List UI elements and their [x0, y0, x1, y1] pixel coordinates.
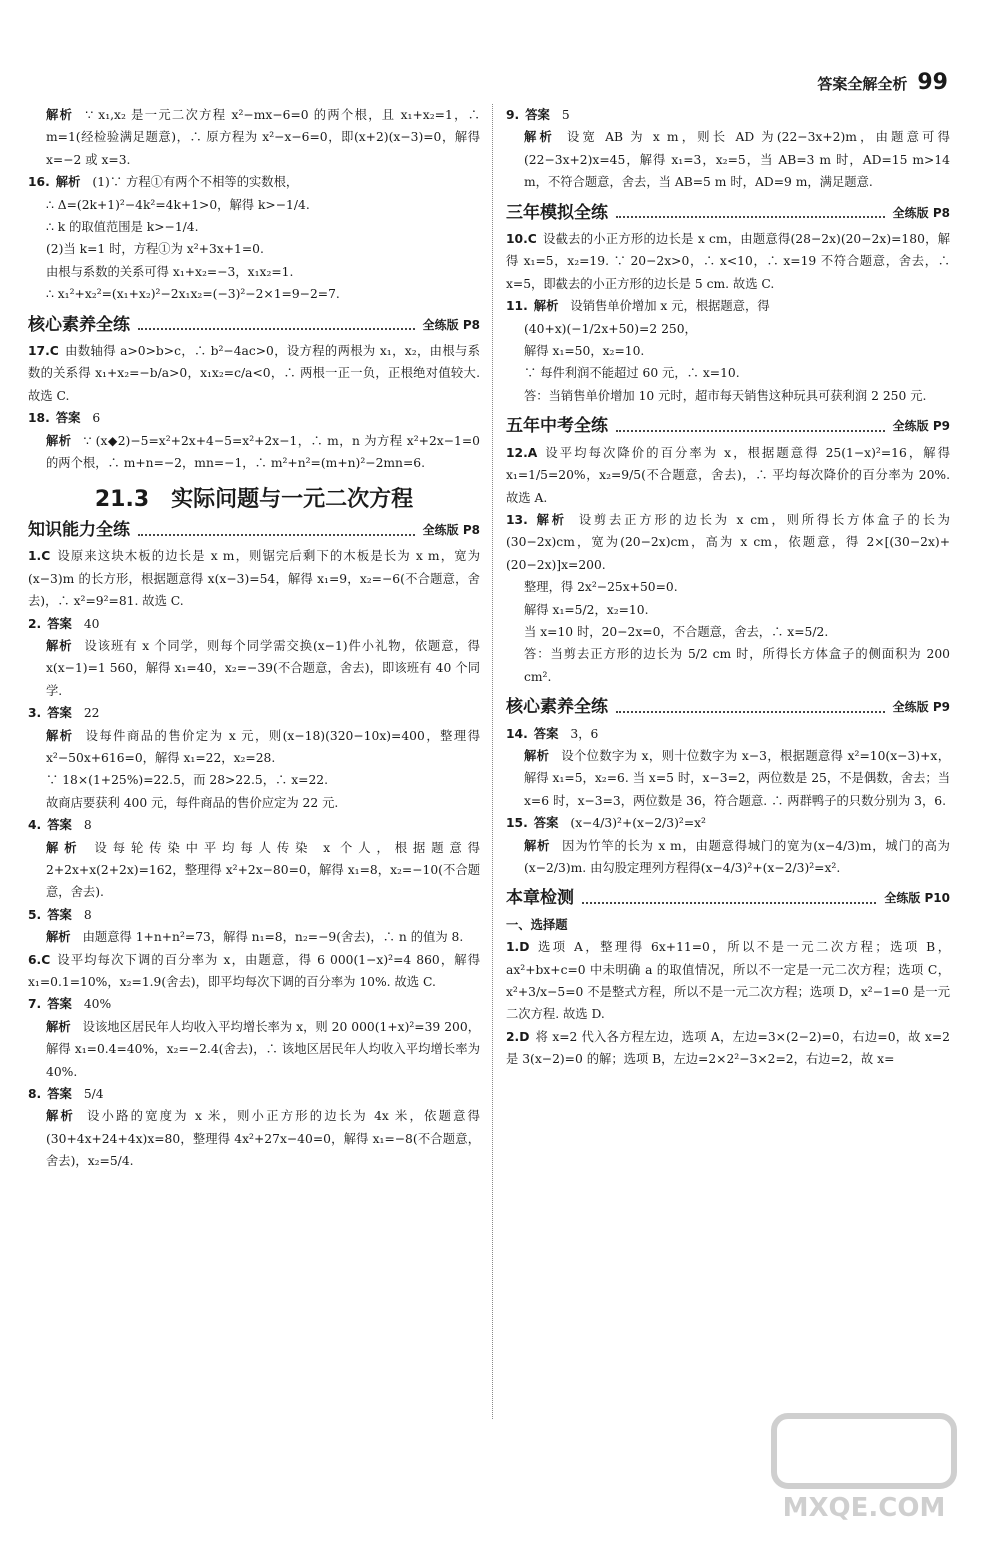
explanation-text: 设个位数字为 x，则十位数字为 x−3，根据题意得 x²=10(x−3)+x，解得 x₁=5，x₂=6. 当 x=5 时，x−3=2，两位数是 25，不是偶数，舍去；当 x=6 时，x−3=3，两位数是 36，符合题意. ∴ 两群鸭子的只数分别为 3，6. [524, 748, 950, 808]
column-divider [492, 104, 493, 1419]
answer-item [28, 993, 480, 1015]
explanation-line: ∴ x₁²+x₂²=(x₁+x₂)²−2x₁x₂=(−3)²−2×1=9−2=7. [46, 287, 340, 302]
explanation-text: 将 x=2 代入各方程左边，选项 A，左边=3×(2−2)=0，右边=0，故 x=2 是 3(x−2)=0 的解；选项 B，左边=2×2²−3×2=2，右边=2，故 x= [506, 1029, 950, 1067]
item-label: 答案 [55, 411, 81, 426]
answer-value: 5/4 [83, 1087, 104, 1102]
section-leader-dots [138, 525, 415, 536]
item-label: 解析 [46, 433, 72, 448]
answer-line [28, 340, 480, 407]
item-label: 答案 [533, 816, 559, 831]
question-number: 2. [28, 616, 42, 631]
answer-value: 6 [92, 411, 101, 426]
section-header [28, 519, 480, 541]
answer-line [28, 993, 480, 1015]
answer-value: 40 [83, 616, 100, 631]
answer-line [28, 814, 480, 836]
explanation-line: (2)当 k=1 时，方程①为 x²+3x+1=0. [46, 242, 264, 257]
explanation-text: 由数轴得 a>0>b>c，∴ b²−4ac>0，设方程的两根为 x₁，x₂，由根与系数的关系得 x₁+x₂=−b/a>0，x₁x₂=c/a<0，∴ 两根一正一负，正根绝对值较大. 故选 C. [28, 344, 480, 403]
answer-line [28, 545, 480, 612]
explanation-text: 选项 A，整理得 6x+11=0，所以不是一元二次方程；选项 B，ax²+bx+c=0 中未明确 a 的取值情况，所以不一定是一元二次方程；选项 C，x²+3/x−5=0 不是整式方程，所以不是一元二次方程；选项 D，x²−1=0 是一元二次方程. 故选 D. [506, 940, 950, 1022]
section-title: 核心素养全练 [28, 314, 130, 335]
left-column [28, 104, 480, 1173]
explanation-text: 设原来这块木板的边长是 x m，则锯完后剩下的木板是长为 x m，宽为(x−3)m 的长方形，根据题意得 x(x−3)=54，解得 x₁=9，x₂=−6(不合题意，舍去)，∴ x²=9²=81. 故选 C. [28, 549, 480, 609]
answer-line [506, 723, 950, 745]
question-number: 1.D [506, 940, 530, 955]
item-label: 解析 [533, 512, 567, 527]
answer-value: 8 [83, 818, 92, 833]
section-page-ref: 全练版 P8 [422, 317, 480, 332]
item-label: 解析 [46, 840, 83, 855]
question-number: 6.C [28, 952, 51, 967]
answer-line [28, 635, 480, 702]
explanation-line: 由根与系数的关系可得 x₁+x₂=−3，x₁x₂=1. [46, 264, 294, 279]
answer-item [506, 228, 950, 295]
section-leader-dots [616, 421, 885, 432]
item-label: 答案 [47, 997, 72, 1012]
section-title: 五年中考全练 [506, 416, 608, 437]
item-label: 答案 [47, 818, 72, 833]
section-title: 知识能力全练 [28, 519, 130, 540]
explanation-line: ∵ 每件利润不能超过 60 元，∴ x=10. [524, 366, 740, 381]
answer-item [506, 1026, 950, 1071]
answer-line [28, 926, 480, 948]
answer-line [506, 745, 950, 812]
explanation-text: 因为竹竿的长为 x m，由题意得城门的宽为(x−4/3)m，城门的高为(x−2/3)m. 由勾股定理列方程得(x−4/3)²+(x−2/3)²=x². [524, 838, 950, 875]
explanation-text: 设该地区居民年人均收入平均增长率为 x，则 20 000(1+x)²=39 200，解得 x₁=0.4=40%，x₂=−2.4(舍去)，∴ 该地区居民年人均收入平均增长率为 40%. [46, 1019, 480, 1079]
answer-item [28, 104, 480, 171]
section-page-ref: 全练版 P9 [892, 700, 950, 715]
answer-item [28, 702, 480, 724]
answer-item [506, 442, 950, 509]
answer-item [28, 635, 480, 702]
explanation-text: 设小路的宽度为 x 米，则小正方形的边长为 4x 米，依题意得(30+4x+24+4x)x=80，整理得 4x²+27x−40=0，解得 x₁=−8(不合题意，舍去)，x₂=5/4. [46, 1109, 480, 1169]
answer-line [28, 837, 480, 904]
explanation-text: 设平均每次下调的百分率为 x，由题意，得 6 000(1−x)²=4 860，解得 x₁=0.1=10%，x₂=1.9(舍去)，即平均每次下调的百分率为 10%. 故选 C. [28, 952, 480, 990]
answer-item [28, 1083, 480, 1105]
item-label: 解析 [55, 175, 81, 190]
question-number: 9. [506, 108, 520, 122]
section-page-ref: 全练版 P8 [422, 522, 480, 537]
page-number: 99 [917, 70, 948, 95]
section-leader-dots [138, 319, 415, 330]
answer-item [28, 725, 480, 815]
answer-value: 8 [83, 907, 92, 922]
answer-line [28, 949, 480, 994]
question-number: 18. [28, 411, 50, 426]
section-title: 核心素养全练 [506, 697, 608, 718]
item-label: 答案 [525, 108, 550, 122]
explanation-text: 设截去的小正方形的边长是 x cm，由题意得(28−2x)(20−2x)=180，解得 x₁=5，x₂=19. ∵ 20−2x>0，∴ x<10，∴ x=19 不符合题意，舍去，∴ x=5，即截去的小正方形的边长是 5 cm. 故选 C. [506, 232, 950, 291]
explanation-line: 整理，得 2x²−25x+50=0. [524, 580, 678, 595]
answer-line [506, 442, 950, 509]
explanation-line: 当 x=10 时，20−2x=0，不合题意，舍去，∴ x=5/2. [524, 624, 829, 639]
question-number: 17.C [28, 344, 59, 359]
answer-item [506, 126, 950, 193]
answer-item [28, 904, 480, 926]
item-label: 解析 [46, 108, 74, 122]
answer-item [28, 837, 480, 904]
answer-value: 5 [561, 108, 570, 122]
explanation-text: 设剪去正方形的边长为 x cm，则所得长方体盒子的长为(30−2x)cm，宽为(20−2x)cm，高为 x cm，依题意，得 2×[(30−2x)+(20−2x)]x=200. [506, 512, 950, 572]
question-number: 5. [28, 907, 42, 922]
explanation-line: 故商店要获利 400 元，每件商品的售价应定为 22 元. [46, 795, 339, 810]
question-number: 2.D [506, 1029, 530, 1044]
item-label: 解析 [46, 930, 71, 945]
answer-line [28, 1105, 480, 1172]
answer-item [506, 104, 950, 126]
answer-line [506, 126, 950, 193]
section-header [506, 696, 950, 718]
section-header [506, 202, 950, 224]
subsection-title: 一、选择题 [506, 917, 568, 932]
answer-item [28, 545, 480, 612]
question-number: 10.C [506, 232, 537, 247]
answer-item [506, 936, 950, 1026]
answer-line [506, 936, 950, 1026]
answer-line [506, 104, 950, 126]
question-number: 14. [506, 726, 528, 741]
answer-line [28, 407, 480, 429]
answer-line [506, 835, 950, 880]
section-page-ref: 全练版 P8 [892, 205, 950, 220]
answer-item [28, 814, 480, 836]
answer-line [506, 295, 950, 317]
explanation-line: 解得 x₁=5/2，x₂=10. [524, 602, 649, 617]
answer-item [28, 430, 480, 475]
explanation-text: ∵ (x◆2)−5=x²+2x+4−5=x²+2x−1，∴ m，n 为方程 x²+2x−1=0 的两个根，∴ m+n=−2，mn=−1，∴ m²+n²=(m+n)²−2mn=6. [46, 433, 480, 471]
item-label: 解析 [46, 638, 73, 653]
answer-item [28, 407, 480, 429]
explanation-line: 答：当剪去正方形的边长为 5/2 cm 时，所得长方体盒子的侧面积为 200 cm². [524, 647, 950, 684]
section-leader-dots [582, 893, 876, 904]
explanation-line: 答：当销售单价增加 10 元时，超市每天销售这种玩具可获利润 2 250 元. [524, 388, 927, 403]
item-label: 解析 [533, 299, 559, 314]
answer-line [28, 430, 480, 475]
answer-item [28, 613, 480, 635]
explanation-line: ∵ 18×(1+25%)=22.5，而 28>22.5，∴ x=22. [46, 773, 329, 788]
item-label: 解析 [46, 1109, 76, 1124]
item-label: 解析 [524, 748, 550, 763]
question-number: 12.A [506, 445, 538, 460]
answer-item [28, 340, 480, 407]
answer-line [28, 171, 480, 193]
section-title: 三年模拟全练 [506, 202, 608, 223]
answer-value: 3，6 [570, 726, 599, 741]
answer-line [28, 725, 480, 770]
item-label: 答案 [47, 706, 72, 721]
section-header [28, 314, 480, 336]
question-number: 1.C [28, 549, 51, 564]
answer-item [28, 1105, 480, 1172]
question-number: 3. [28, 706, 42, 721]
answer-line [506, 228, 950, 295]
question-number: 13. [506, 512, 528, 527]
watermark-text: MXQE.COM [782, 1493, 946, 1523]
section-leader-dots [616, 702, 885, 713]
answer-item [28, 949, 480, 994]
item-label: 答案 [47, 907, 72, 922]
answer-item [506, 835, 950, 880]
answer-line [28, 1083, 480, 1105]
section-title: 本章检测 [506, 888, 574, 909]
explanation-text: 由题意得 1+n+n²=73，解得 n₁=8，n₂=−9(舍去)，∴ n 的值为 8. [82, 930, 464, 945]
answer-value: (x−4/3)²+(x−2/3)²=x² [570, 816, 706, 831]
answer-value: 40% [83, 997, 112, 1012]
watermark-logo [764, 1406, 964, 1526]
section-leader-dots [616, 207, 885, 218]
answer-item [28, 1016, 480, 1083]
item-label: 答案 [47, 616, 72, 631]
answer-line [506, 509, 950, 576]
item-label: 解析 [46, 1019, 71, 1034]
explanation-text: (1)∵ 方程①有两个不相等的实数根， [92, 175, 299, 190]
answer-line [28, 613, 480, 635]
explanation-text: 设每轮传染中平均每人传染 x 个人，根据题意得 2+2x+x(2+2x)=162，整理得 x²+2x−80=0，解得 x₁=8，x₂=−10(不合题意，舍去). [46, 840, 480, 900]
answer-line [28, 104, 480, 171]
explanation-line: ∴ Δ=(2k+1)²−4k²=4k+1>0，解得 k>−1/4. [46, 197, 310, 212]
page-header [817, 70, 948, 95]
question-number: 4. [28, 818, 42, 833]
section-header [506, 415, 950, 437]
section-header [506, 887, 950, 909]
explanation-line: ∴ k 的取值范围是 k>−1/4. [46, 220, 199, 235]
item-label: 答案 [47, 1087, 72, 1102]
answer-item [506, 509, 950, 688]
answer-item [506, 745, 950, 812]
header-title: 答案全解全析 [817, 75, 908, 93]
explanation-line: 解得 x₁=50，x₂=10. [524, 344, 645, 359]
explanation-text: 设销售单价增加 x 元，根据题意，得 [570, 299, 770, 314]
question-number: 8. [28, 1087, 42, 1102]
right-column [506, 104, 950, 1071]
explanation-text: ∵ x₁,x₂ 是一元二次方程 x²−mx−6=0 的两个根，且 x₁+x₂=1，∴ m=1(经检验满足题意)，∴ 原方程为 x²−x−6=0，即(x+2)(x−3)=0，解得 x=−2 或 x=3. [46, 108, 480, 167]
answer-item [506, 723, 950, 745]
answer-item [28, 926, 480, 948]
answer-line [506, 1026, 950, 1071]
answer-line [506, 812, 950, 834]
explanation-text: 设该班有 x 个同学，则每个同学需交换(x−1)件小礼物，依题意，得 x(x−1)=1 560，解得 x₁=40，x₂=−39(不合题意，舍去)，即该班有 40 个同学. [46, 638, 480, 698]
item-label: 答案 [533, 726, 559, 741]
item-label: 解析 [46, 728, 74, 743]
item-label: 解析 [524, 838, 551, 853]
explanation-text: 设平均每次降价的百分率为 x，根据题意得 25(1−x)²=16，解得 x₁=1/5=20%，x₂=9/5(不合题意，舍去)，∴ 平均每次降价的百分率为 20%. 故选 A. [506, 445, 950, 505]
question-number: 11. [506, 299, 528, 314]
answer-item [28, 171, 480, 305]
question-number: 7. [28, 997, 42, 1012]
answer-item [506, 295, 950, 407]
explanation-text: 设每件商品的售价定为 x 元，则(x−18)(320−10x)=400，整理得 x²−50x+616=0，解得 x₁=22，x₂=28. [46, 728, 480, 765]
chapter-title: 21.3 实际问题与一元二次方程 [94, 486, 414, 512]
answer-line [28, 702, 480, 724]
question-number: 15. [506, 816, 528, 831]
item-label: 解析 [524, 130, 556, 145]
explanation-text: 设宽 AB 为 x m，则长 AD 为(22−3x+2)m，由题意可得(22−3x+2)x=45，解得 x₁=3，x₂=5，当 AB=3 m 时，AD=15 m>14 m，不符合题意，舍去，当 AB=5 m 时，AD=9 m，满足题意. [524, 130, 950, 190]
explanation-line: (40+x)(−1/2x+50)=2 250， [524, 321, 697, 336]
answer-value: 22 [83, 706, 100, 721]
section-page-ref: 全练版 P10 [884, 891, 950, 906]
answer-item [506, 812, 950, 834]
question-number: 16. [28, 175, 50, 190]
answer-line [28, 1016, 480, 1083]
section-page-ref: 全练版 P9 [892, 419, 950, 434]
answer-line [28, 904, 480, 926]
